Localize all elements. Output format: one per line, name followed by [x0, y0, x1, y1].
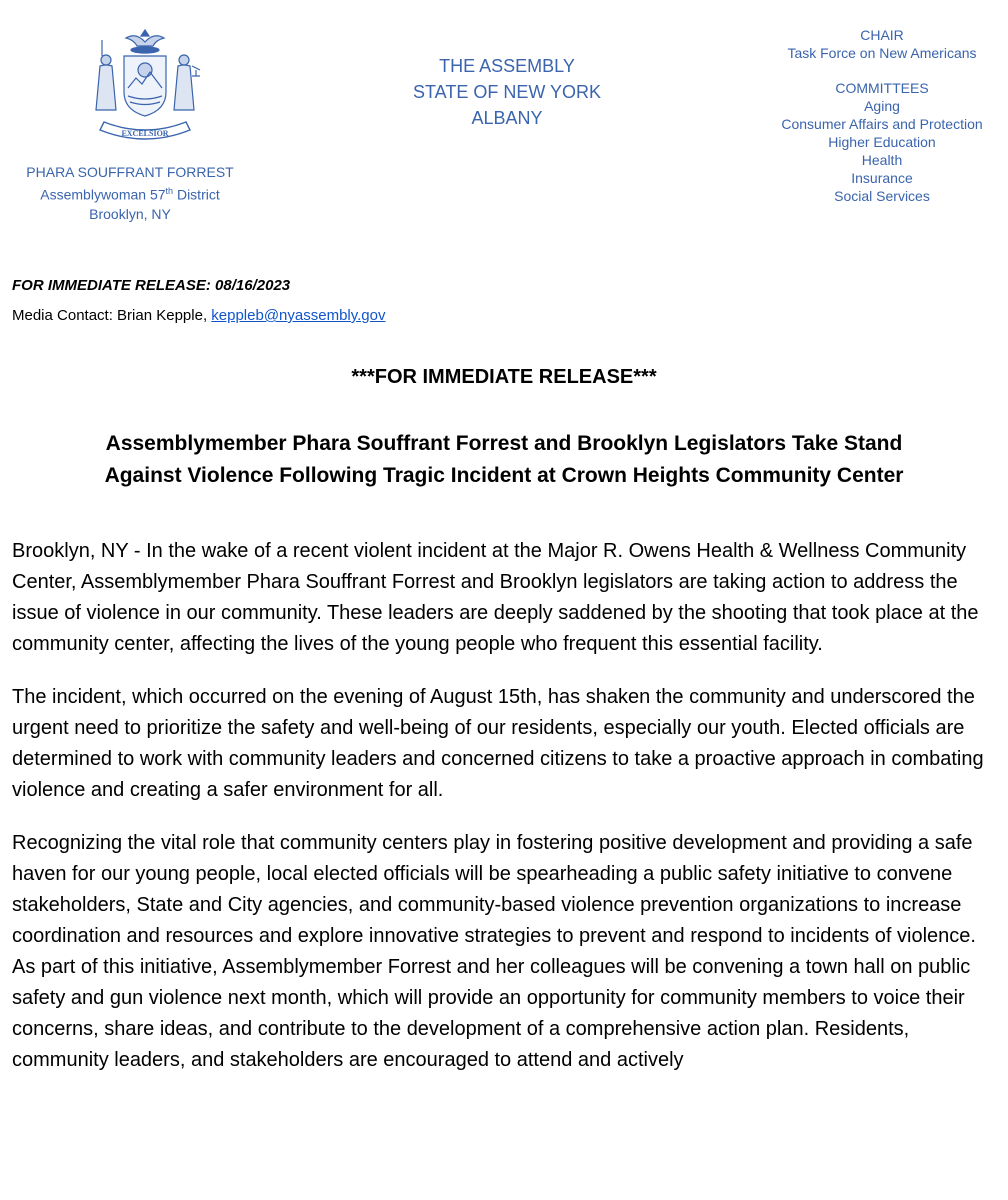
press-release-headline	[0, 428, 1008, 492]
assembly-line-3: ALBANY	[471, 108, 543, 128]
media-contact-label: Media Contact: Brian Kepple,	[12, 307, 212, 324]
assembly-line-1: THE ASSEMBLY	[439, 56, 575, 76]
member-title: Assemblywoman 57th District	[40, 186, 220, 203]
media-contact-email-link[interactable]: keppleb@nyassembly.gov	[211, 307, 386, 324]
member-name: PHARA SOUFFRANT FORREST	[26, 164, 234, 180]
assembly-line-2: STATE OF NEW YORK	[412, 82, 601, 102]
member-location: Brooklyn, NY	[89, 205, 171, 222]
headline-line-2: Against Violence Following Tragic Incident at Crown Heights Community Center	[104, 464, 904, 487]
press-release-body	[12, 536, 1000, 1098]
committee-item: Consumer Affairs and Protection	[781, 116, 983, 132]
committees-heading: COMMITTEES	[835, 80, 929, 96]
committee-item: Social Services	[834, 188, 930, 204]
committee-item: Insurance	[851, 170, 913, 186]
chair-heading: CHAIR	[860, 27, 904, 43]
new-york-state-seal	[80, 26, 210, 150]
media-contact	[12, 307, 386, 324]
assembly-heading	[357, 53, 657, 131]
headline-line-1: Assemblymember Phara Souffrant Forrest and Brooklyn Legislators Take Stand	[105, 432, 903, 455]
committee-item: Health	[861, 152, 903, 168]
committee-info	[767, 26, 997, 205]
committee-item: Higher Education	[828, 134, 936, 150]
release-date-line: FOR IMMEDIATE RELEASE: 08/16/2023	[12, 277, 291, 294]
committee-item: Aging	[864, 98, 900, 114]
body-paragraph: Brooklyn, NY - In the wake of a recent violent incident at the Major R. Owens Health & Wellness Community Center, Assemblymember Phara Souffrant Forrest and Brooklyn legislators are taking action to address the issue of violence in our community. These leaders are deeply saddened by the shooting that took place at the community center, affecting the lives of the young people who frequent this essential facility.	[12, 540, 979, 655]
body-paragraph: Recognizing the vital role that community centers play in fostering positive development and providing a safe haven for our young people, local elected officials will be spearheading a public safety initiative to convene stakeholders, State and City agencies, and community-based violence prevention organizations to increase coordination and resources and explore innovative strategies to prevent and respond to incidents of violence. As part of this initiative, Assemblymember Forrest and her colleagues will be convening a town hall on public safety and gun violence next month, which will provide an opportunity for community members to voice their concerns, share ideas, and contribute to the development of a comprehensive action plan. Residents, community leaders, and stakeholders are encouraged to attend and actively	[12, 832, 976, 1071]
chair-role: Task Force on New Americans	[787, 45, 977, 61]
seal-motto: EXCELSIOR	[121, 129, 169, 138]
body-paragraph: The incident, which occurred on the evening of August 15th, has shaken the community and underscored the urgent need to prioritize the safety and well-being of our residents, especially our youth. Elected officials are determined to work with community leaders and concerned citizens to take a proactive approach in combating violence and creating a safer environment for all.	[12, 686, 984, 801]
release-banner: ***FOR IMMEDIATE RELEASE***	[351, 366, 657, 388]
member-info	[10, 163, 250, 224]
